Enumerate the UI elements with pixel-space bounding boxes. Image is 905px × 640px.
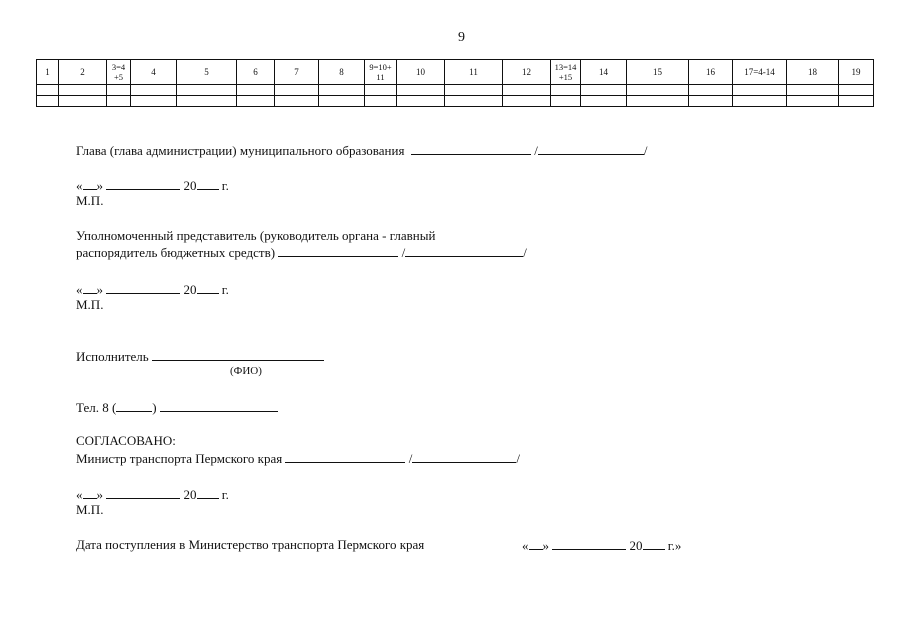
day-blank[interactable]	[83, 281, 97, 294]
table-cell[interactable]	[59, 96, 107, 107]
column-header: 12	[503, 60, 551, 85]
year-suffix: г.	[221, 487, 229, 502]
quote-open: «	[76, 178, 83, 193]
rep-label-line2: распорядитель бюджетных средств)	[76, 245, 276, 260]
table-cell[interactable]	[107, 96, 131, 107]
table-cell[interactable]	[733, 96, 787, 107]
column-header: 16	[689, 60, 733, 85]
column-header: 13=14 +15	[551, 60, 581, 85]
table-cell[interactable]	[627, 96, 689, 107]
rep-signature-line	[76, 244, 527, 261]
column-header: 5	[177, 60, 237, 85]
stamp-3: М.П.	[76, 502, 104, 517]
table-cell[interactable]	[503, 96, 551, 107]
column-header: 10	[397, 60, 445, 85]
stamp-2: М.П.	[76, 297, 104, 312]
receipt-label: Дата поступления в Министерство транспорта Пермского края	[76, 537, 425, 552]
table-cell[interactable]	[131, 85, 177, 96]
quote-close: »	[96, 487, 103, 502]
day-blank[interactable]	[529, 537, 543, 550]
phone-number-blank[interactable]	[160, 399, 278, 412]
table-cell[interactable]	[787, 85, 839, 96]
month-blank[interactable]	[106, 281, 180, 294]
separator: /	[401, 245, 406, 260]
column-header: 14	[581, 60, 627, 85]
separator: /	[534, 143, 538, 158]
table-row	[37, 85, 874, 96]
month-blank[interactable]	[552, 537, 626, 550]
table-cell[interactable]	[365, 96, 397, 107]
table-cell[interactable]	[177, 96, 237, 107]
executor-blank[interactable]	[152, 348, 324, 361]
rep-name-blank[interactable]	[405, 244, 523, 257]
table-cell[interactable]	[397, 96, 445, 107]
year-prefix: 20	[183, 487, 197, 502]
rep-signature-blank[interactable]	[278, 244, 398, 257]
separator: /	[643, 143, 648, 158]
minister-name-blank[interactable]	[412, 450, 516, 463]
column-header: 11	[445, 60, 503, 85]
year-prefix: 20	[183, 178, 197, 193]
executor-fio-caption: (ФИО)	[230, 365, 262, 377]
quote-close: »	[542, 538, 549, 553]
minister-label: Министр транспорта Пермского края	[76, 451, 283, 466]
table-cell[interactable]	[445, 96, 503, 107]
quote-open: «	[76, 487, 83, 502]
minister-signature-line	[76, 450, 520, 467]
year-suffix: г.	[221, 178, 229, 193]
table-cell[interactable]	[733, 85, 787, 96]
separator: /	[408, 451, 413, 466]
year-suffix: г.	[221, 282, 229, 297]
table-cell[interactable]	[581, 85, 627, 96]
page-number: 9	[458, 30, 465, 45]
table-cell[interactable]	[787, 96, 839, 107]
table-cell[interactable]	[689, 85, 733, 96]
column-header: 17=4-14	[733, 60, 787, 85]
executor-label: Исполнитель	[76, 349, 149, 364]
head-signature-line	[76, 142, 647, 159]
column-header: 2	[59, 60, 107, 85]
day-blank[interactable]	[83, 177, 97, 190]
table-header-row	[37, 60, 874, 85]
year-prefix: 20	[183, 282, 197, 297]
quote-close: »	[96, 282, 103, 297]
table-cell[interactable]	[551, 85, 581, 96]
column-header: 9=10+ 11	[365, 60, 397, 85]
table-cell[interactable]	[839, 85, 874, 96]
table-cell[interactable]	[581, 96, 627, 107]
paren-close: )	[152, 400, 157, 415]
table-cell[interactable]	[365, 85, 397, 96]
year-prefix: 20	[629, 538, 643, 553]
column-header: 7	[275, 60, 319, 85]
date-line-3	[76, 486, 229, 503]
table-cell[interactable]	[275, 96, 319, 107]
table-cell[interactable]	[107, 85, 131, 96]
column-header: 18	[787, 60, 839, 85]
agreed-title: СОГЛАСОВАНО:	[76, 433, 176, 448]
rep-label-line1: Уполномоченный представитель (руководитель органа - главный	[76, 228, 436, 243]
table-cell[interactable]	[59, 85, 107, 96]
table-cell[interactable]	[237, 85, 275, 96]
table-cell[interactable]	[275, 85, 319, 96]
month-blank[interactable]	[106, 486, 180, 499]
stamp-1: М.П.	[76, 193, 104, 208]
table-row	[37, 96, 874, 107]
table-cell[interactable]	[627, 85, 689, 96]
table-cell[interactable]	[397, 85, 445, 96]
head-signature-blank[interactable]	[411, 142, 531, 155]
table-cell[interactable]	[689, 96, 733, 107]
separator: /	[516, 451, 520, 466]
table-cell[interactable]	[37, 85, 59, 96]
table-cell[interactable]	[839, 96, 874, 107]
quote-open: «	[522, 538, 529, 553]
table-cell[interactable]	[445, 85, 503, 96]
table-cell[interactable]	[319, 85, 365, 96]
executor-line	[76, 348, 324, 365]
year-blank[interactable]	[197, 281, 219, 294]
year-blank[interactable]	[197, 486, 219, 499]
column-header: 3=4 +5	[107, 60, 131, 85]
phone-line	[76, 399, 278, 416]
separator: /	[523, 245, 527, 260]
receipt-date-line	[522, 537, 681, 554]
head-name-blank[interactable]	[538, 142, 644, 155]
column-header: 1	[37, 60, 59, 85]
data-table	[36, 59, 874, 107]
quote-close: »	[96, 178, 103, 193]
table-cell[interactable]	[37, 96, 59, 107]
table-cell[interactable]	[551, 96, 581, 107]
column-header: 6	[237, 60, 275, 85]
phone-label: Тел. 8 (	[76, 400, 117, 415]
minister-signature-blank[interactable]	[285, 450, 405, 463]
quote-open: «	[76, 282, 83, 297]
table-cell[interactable]	[131, 96, 177, 107]
table-cell[interactable]	[177, 85, 237, 96]
phone-code-blank[interactable]	[116, 399, 152, 412]
year-blank[interactable]	[643, 537, 665, 550]
column-header: 8	[319, 60, 365, 85]
column-header: 15	[627, 60, 689, 85]
column-header: 19	[839, 60, 874, 85]
table-cell[interactable]	[319, 96, 365, 107]
table-cell[interactable]	[237, 96, 275, 107]
head-label: Глава (глава администрации) муниципального образования	[76, 143, 405, 158]
month-blank[interactable]	[106, 177, 180, 190]
year-blank[interactable]	[197, 177, 219, 190]
column-header: 4	[131, 60, 177, 85]
date-line-2	[76, 281, 229, 298]
year-suffix: г.»	[667, 538, 682, 553]
date-line-1	[76, 177, 229, 194]
day-blank[interactable]	[83, 486, 97, 499]
table-cell[interactable]	[503, 85, 551, 96]
